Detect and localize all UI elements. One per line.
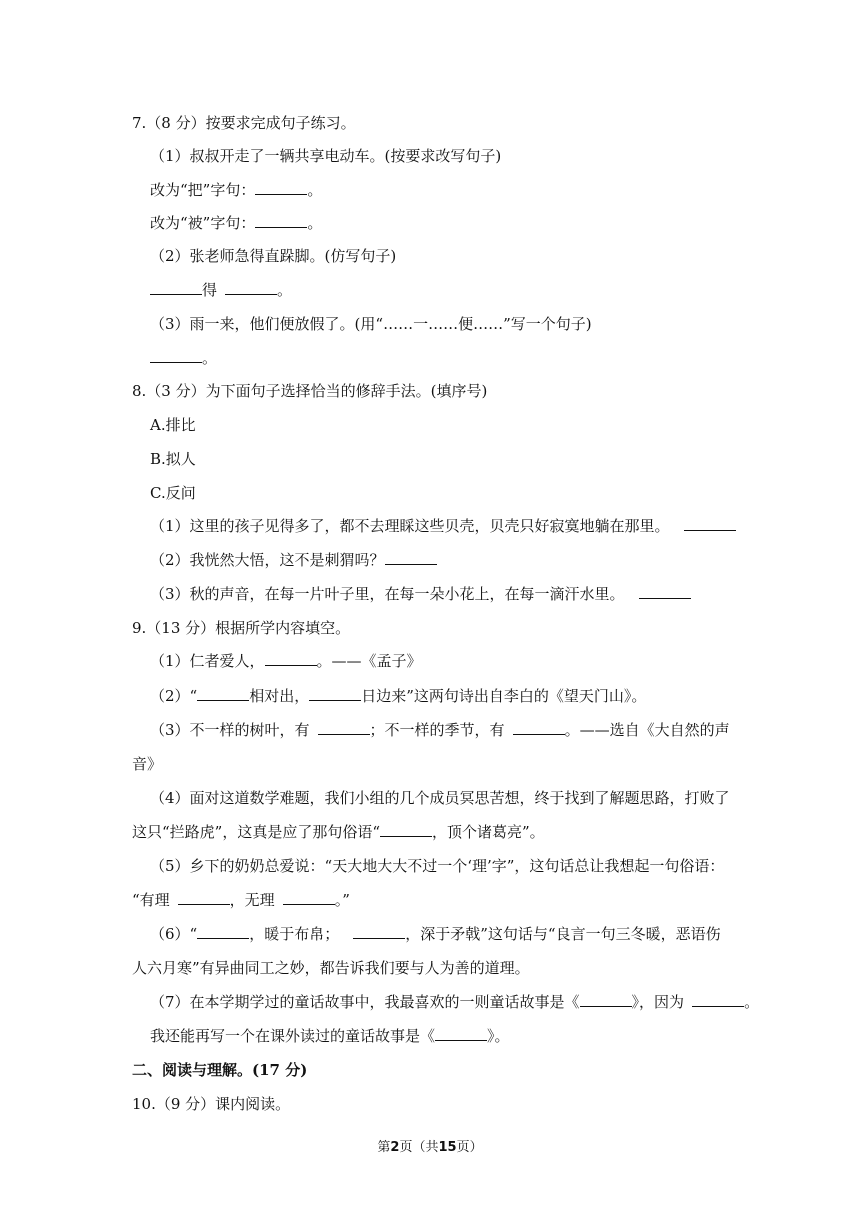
period: 。: [307, 214, 323, 232]
q8-sub1: [150, 516, 736, 536]
answer-blank[interactable]: [197, 924, 249, 939]
q9-sub7-d: 我还能再写一个在课外读过的童话故事是《: [150, 1027, 436, 1045]
q9-sub5-b: “有理: [132, 891, 170, 909]
answer-blank[interactable]: [353, 924, 405, 939]
q8-option-a: A.排比: [150, 416, 196, 434]
q9-sub7-cont: [150, 1026, 510, 1046]
q9-sub2-b: 相对出，: [249, 687, 310, 705]
q8-sub2: [150, 550, 437, 570]
q7-sub3-answer: [150, 348, 217, 368]
q9-sub6-a: （6）“: [150, 925, 198, 943]
q7-sub1b-label: 改为“被”字句：: [150, 214, 256, 232]
q8-title: 8.（3 分）为下面句子选择恰当的修辞手法。(填序号): [132, 382, 488, 400]
answer-blank[interactable]: [692, 992, 744, 1007]
q8-option-b: B.拟人: [150, 450, 196, 468]
q8-sub3-text: （3）秋的声音，在每一片叶子里，在每一朵小花上，在每一滴汗水里。: [150, 585, 625, 603]
answer-blank[interactable]: [197, 686, 249, 701]
answer-blank[interactable]: [380, 822, 432, 837]
q8-option-c: C.反问: [150, 484, 196, 502]
answer-blank[interactable]: [309, 686, 361, 701]
answer-blank[interactable]: [580, 992, 632, 1007]
q9-sub3-a: （3）不一样的树叶，有: [150, 721, 310, 739]
q9-sub5-cont: [132, 890, 350, 910]
q9-sub4: （4）面对这道数学难题，我们小组的几个成员冥思苦想，终于找到了解题思路，打败了: [150, 789, 730, 807]
answer-blank[interactable]: [318, 720, 370, 735]
answer-blank[interactable]: [255, 213, 307, 228]
q8-sub2-text: （2）我恍然大悟，这不是刺猬吗？: [150, 551, 385, 569]
q7-sub3: （3）雨一来，他们便放假了。(用“……一……便……”写一个句子): [150, 315, 592, 333]
section2-heading: 二、阅读与理解。(17 分): [132, 1061, 308, 1079]
q8-sub1-text: （1）这里的孩子见得多了，都不去理睬这些贝壳，贝壳只好寂寞地躺在那里。: [150, 517, 670, 535]
answer-blank[interactable]: [283, 890, 335, 905]
q10-title: 10.（9 分）课内阅读。: [132, 1095, 291, 1113]
q9-sub1: [150, 651, 422, 671]
q9-sub3-b: ；不一样的季节，有: [369, 721, 505, 739]
footer-mid: 页（共: [399, 1140, 439, 1155]
q9-sub3: [150, 720, 730, 740]
answer-blank[interactable]: [255, 180, 307, 195]
q9-sub3-cont: 音》: [132, 755, 163, 773]
q8-sub3: [150, 584, 691, 604]
q9-sub5: （5）乡下的奶奶总爱说：“天大地大大不过一个‘理’字”，这句话总让我想起一句俗语：: [150, 857, 725, 875]
q9-sub4-c: ，顶个诸葛亮”。: [432, 823, 545, 841]
answer-blank[interactable]: [225, 280, 277, 295]
q7-sub2: （2）张老师急得直跺脚。(仿写句子): [150, 247, 397, 265]
answer-blank[interactable]: [385, 550, 437, 565]
q7-sub1a: [150, 180, 322, 200]
q9-title: 9.（13 分）根据所学内容填空。: [132, 619, 351, 637]
q9-sub2: [150, 686, 646, 706]
page-footer: [0, 1139, 860, 1157]
q7-title: 7.（8 分）按要求完成句子练习。: [132, 114, 356, 132]
q7-sub1a-label: 改为“把”字句：: [150, 181, 256, 199]
answer-blank[interactable]: [178, 890, 230, 905]
q9-sub5-d: 。”: [334, 891, 350, 909]
q7-sub1b: [150, 213, 322, 233]
q9-sub5-c: ，无理: [229, 891, 275, 909]
answer-blank[interactable]: [684, 516, 736, 531]
answer-blank[interactable]: [265, 651, 317, 666]
de-char: 得: [202, 281, 218, 299]
answer-blank[interactable]: [639, 584, 691, 599]
q9-sub1-post: 。——《孟子》: [316, 652, 422, 670]
q9-sub2-c: 日边来”这两句诗出自李白的《望天门山》。: [361, 687, 647, 705]
q9-sub7-e: 》。: [487, 1027, 510, 1045]
answer-blank[interactable]: [513, 720, 565, 735]
q9-sub6-b: ，暖于布帛；: [249, 925, 340, 943]
footer-pre: 第: [377, 1140, 391, 1155]
q7-sub2-answer: [150, 280, 292, 300]
answer-blank[interactable]: [435, 1026, 487, 1041]
answer-blank[interactable]: [150, 280, 202, 295]
footer-post: 页）: [456, 1140, 483, 1155]
total-pages: 15: [438, 1140, 457, 1155]
q9-sub6-c: ，深于矛戟”这句话与“良言一句三冬暖，恶语伤: [405, 925, 721, 943]
answer-blank[interactable]: [150, 348, 202, 363]
period: 。: [307, 181, 323, 199]
q9-sub7: [150, 992, 759, 1012]
q9-sub6-cont: 人六月寒”有异曲同工之妙，都告诉我们要与人为善的道理。: [132, 959, 530, 977]
q9-sub6: [150, 924, 721, 944]
q9-sub7-c: 。: [744, 993, 760, 1011]
period: 。: [202, 349, 218, 367]
q9-sub3-c: 。——选自《大自然的声: [564, 721, 730, 739]
q7-sub1: （1）叔叔开走了一辆共享电动车。(按要求改写句子): [150, 147, 502, 165]
q9-sub7-b: 》，因为: [631, 993, 685, 1011]
q9-sub2-a: （2）“: [150, 687, 198, 705]
q9-sub7-a: （7）在本学期学过的童话故事中，我最喜欢的一则童话故事是《: [150, 993, 580, 1011]
page-number: 2: [390, 1140, 400, 1155]
q9-sub1-pre: （1）仁者爱人，: [150, 652, 265, 670]
q9-sub4-b: 这只“拦路虎”，这真是应了那句俗语“: [132, 823, 381, 841]
period: 。: [277, 281, 293, 299]
q9-sub4-cont: [132, 822, 545, 842]
